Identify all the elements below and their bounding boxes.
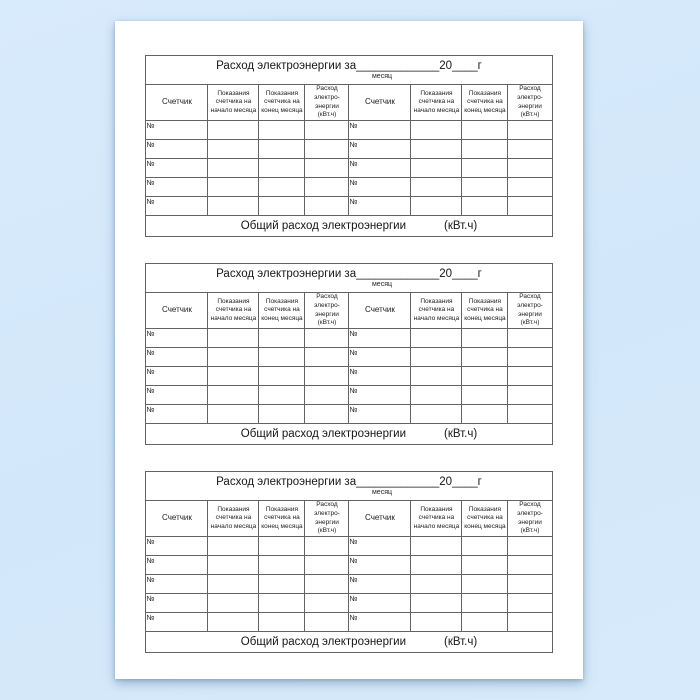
electricity-consumption-table — [145, 55, 552, 237]
start-reading-cell — [208, 367, 259, 386]
column-header-meter: Счетчик — [349, 293, 411, 329]
consumption-cell — [508, 594, 552, 613]
consumption-cell — [508, 575, 552, 594]
end-reading-cell — [259, 556, 305, 575]
table-row — [146, 140, 552, 159]
end-reading-cell — [462, 405, 508, 424]
start-reading-cell — [411, 197, 462, 216]
consumption-cell — [508, 537, 552, 556]
meter-number-cell: № — [146, 386, 208, 405]
header-row — [146, 293, 552, 329]
consumption-cell — [305, 197, 349, 216]
table-row — [146, 329, 552, 348]
end-reading-cell — [259, 594, 305, 613]
title-prefix: Расход электроэнергии за — [216, 268, 357, 280]
end-reading-cell — [259, 140, 305, 159]
table-row — [146, 197, 552, 216]
year-blank-line: ____ — [452, 268, 478, 280]
end-reading-cell — [259, 405, 305, 424]
start-reading-cell — [208, 178, 259, 197]
meter-number-cell: № — [349, 140, 411, 159]
table-row — [146, 594, 552, 613]
meter-number-cell: № — [146, 197, 208, 216]
start-reading-cell — [411, 329, 462, 348]
column-header-consumption: Расход электро-энергии (кВт.ч) — [305, 501, 349, 537]
meter-number-cell: № — [146, 329, 208, 348]
total-consumption-unit: (кВт.ч) — [444, 428, 478, 440]
meter-number-cell: № — [146, 594, 208, 613]
end-reading-cell — [462, 613, 508, 632]
paper-sheet — [115, 21, 583, 679]
header-row — [146, 85, 552, 121]
meter-number-cell: № — [146, 575, 208, 594]
meter-number-cell: № — [146, 140, 208, 159]
end-reading-cell — [462, 594, 508, 613]
start-reading-cell — [411, 575, 462, 594]
title-prefix: Расход электроэнергии за — [216, 476, 357, 488]
column-header-consumption: Расход электро-энергии (кВт.ч) — [508, 85, 552, 121]
consumption-cell — [508, 367, 552, 386]
column-header-end-reading: Показания счетчика на конец месяца — [462, 85, 508, 121]
table-row — [146, 348, 552, 367]
consumption-cell — [508, 197, 552, 216]
consumption-cell — [508, 405, 552, 424]
consumption-cell — [508, 121, 552, 140]
start-reading-cell — [208, 537, 259, 556]
end-reading-cell — [462, 556, 508, 575]
start-reading-cell — [208, 121, 259, 140]
meter-number-cell: № — [349, 556, 411, 575]
year-suffix: г — [477, 60, 482, 72]
total-consumption-label: Общий расход электроэнергии — [240, 220, 407, 232]
total-consumption-cell — [146, 632, 552, 653]
column-header-end-reading: Показания счетчика на конец месяца — [259, 85, 305, 121]
meter-number-cell: № — [349, 121, 411, 140]
start-reading-cell — [411, 556, 462, 575]
consumption-cell — [508, 386, 552, 405]
column-header-end-reading: Показания счетчика на конец месяца — [259, 293, 305, 329]
year-prefix: 20 — [439, 268, 453, 280]
meter-number-cell: № — [349, 537, 411, 556]
end-reading-cell — [462, 121, 508, 140]
footer-row — [146, 216, 552, 237]
consumption-cell — [305, 367, 349, 386]
start-reading-cell — [411, 367, 462, 386]
start-reading-cell — [411, 386, 462, 405]
form-subtitle-month: месяц — [371, 281, 392, 288]
total-consumption-cell — [146, 216, 552, 237]
year-prefix: 20 — [439, 476, 453, 488]
end-reading-cell — [259, 197, 305, 216]
end-reading-cell — [462, 178, 508, 197]
start-reading-cell — [208, 329, 259, 348]
form-subtitle-month: месяц — [371, 73, 392, 80]
header-row — [146, 501, 552, 537]
column-header-consumption: Расход электро-энергии (кВт.ч) — [508, 293, 552, 329]
total-consumption-unit: (кВт.ч) — [444, 220, 478, 232]
consumption-cell — [305, 537, 349, 556]
start-reading-cell — [208, 348, 259, 367]
start-reading-cell — [208, 386, 259, 405]
table-row — [146, 367, 552, 386]
year-prefix: 20 — [439, 60, 453, 72]
meter-number-cell: № — [349, 367, 411, 386]
start-reading-cell — [411, 405, 462, 424]
column-header-end-reading: Показания счетчика на конец месяца — [259, 501, 305, 537]
column-header-start-reading: Показания счетчика на начало месяца — [411, 501, 462, 537]
total-consumption-cell — [146, 424, 552, 445]
title-row — [146, 264, 552, 293]
consumption-cell — [305, 348, 349, 367]
table-row — [146, 575, 552, 594]
meter-number-cell: № — [146, 405, 208, 424]
meter-number-cell: № — [146, 537, 208, 556]
year-blank-line: ____ — [452, 476, 478, 488]
meter-number-cell: № — [146, 178, 208, 197]
column-header-meter: Счетчик — [146, 501, 208, 537]
end-reading-cell — [462, 537, 508, 556]
end-reading-cell — [259, 348, 305, 367]
footer-row — [146, 632, 552, 653]
column-header-consumption: Расход электро-энергии (кВт.ч) — [305, 293, 349, 329]
end-reading-cell — [462, 197, 508, 216]
start-reading-cell — [208, 140, 259, 159]
consumption-cell — [305, 178, 349, 197]
electricity-consumption-table — [145, 471, 552, 653]
end-reading-cell — [462, 386, 508, 405]
consumption-cell — [508, 178, 552, 197]
form-title — [146, 60, 551, 72]
consumption-cell — [508, 140, 552, 159]
start-reading-cell — [411, 121, 462, 140]
consumption-cell — [508, 613, 552, 632]
start-reading-cell — [208, 159, 259, 178]
table-row — [146, 159, 552, 178]
column-header-start-reading: Показания счетчика на начало месяца — [208, 501, 259, 537]
column-header-end-reading: Показания счетчика на конец месяца — [462, 293, 508, 329]
end-reading-cell — [462, 367, 508, 386]
start-reading-cell — [411, 159, 462, 178]
meter-number-cell: № — [349, 594, 411, 613]
total-consumption-label: Общий расход электроэнергии — [240, 428, 407, 440]
meter-number-cell: № — [349, 329, 411, 348]
meter-number-cell: № — [349, 159, 411, 178]
month-blank-line: _____________ — [356, 268, 440, 280]
end-reading-cell — [462, 329, 508, 348]
meter-number-cell: № — [146, 159, 208, 178]
meter-number-cell: № — [349, 613, 411, 632]
table-row — [146, 386, 552, 405]
consumption-cell — [305, 329, 349, 348]
end-reading-cell — [462, 575, 508, 594]
year-blank-line: ____ — [452, 60, 478, 72]
end-reading-cell — [259, 329, 305, 348]
meter-number-cell: № — [146, 613, 208, 632]
consumption-cell — [305, 613, 349, 632]
meter-number-cell: № — [146, 121, 208, 140]
consumption-cell — [305, 386, 349, 405]
form-title — [146, 476, 551, 488]
column-header-start-reading: Показания счетчика на начало месяца — [208, 293, 259, 329]
form-title-cell — [146, 264, 552, 293]
end-reading-cell — [259, 613, 305, 632]
meter-number-cell: № — [146, 367, 208, 386]
column-header-consumption: Расход электро-энергии (кВт.ч) — [305, 85, 349, 121]
start-reading-cell — [208, 613, 259, 632]
end-reading-cell — [259, 386, 305, 405]
meter-number-cell: № — [349, 405, 411, 424]
title-prefix: Расход электроэнергии за — [216, 60, 357, 72]
end-reading-cell — [259, 159, 305, 178]
consumption-cell — [305, 159, 349, 178]
column-header-start-reading: Показания счетчика на начало месяца — [208, 85, 259, 121]
consumption-cell — [305, 575, 349, 594]
column-header-meter: Счетчик — [146, 293, 208, 329]
title-row — [146, 56, 552, 85]
meter-number-cell: № — [349, 348, 411, 367]
start-reading-cell — [411, 178, 462, 197]
end-reading-cell — [259, 367, 305, 386]
consumption-cell — [305, 140, 349, 159]
meter-number-cell: № — [349, 197, 411, 216]
form-title-cell — [146, 472, 552, 501]
end-reading-cell — [462, 348, 508, 367]
consumption-cell — [305, 594, 349, 613]
month-blank-line: _____________ — [356, 60, 440, 72]
start-reading-cell — [208, 575, 259, 594]
consumption-cell — [508, 159, 552, 178]
end-reading-cell — [462, 159, 508, 178]
consumption-cell — [508, 556, 552, 575]
meter-number-cell: № — [146, 348, 208, 367]
form-subtitle-month: месяц — [371, 489, 392, 496]
start-reading-cell — [208, 197, 259, 216]
end-reading-cell — [259, 121, 305, 140]
meter-number-cell: № — [349, 386, 411, 405]
end-reading-cell — [259, 178, 305, 197]
column-header-start-reading: Показания счетчика на начало месяца — [411, 85, 462, 121]
column-header-meter: Счетчик — [349, 85, 411, 121]
consumption-cell — [305, 556, 349, 575]
column-header-meter: Счетчик — [349, 501, 411, 537]
column-header-start-reading: Показания счетчика на начало месяца — [411, 293, 462, 329]
start-reading-cell — [411, 140, 462, 159]
start-reading-cell — [411, 594, 462, 613]
start-reading-cell — [208, 594, 259, 613]
column-header-consumption: Расход электро-энергии (кВт.ч) — [508, 501, 552, 537]
end-reading-cell — [259, 575, 305, 594]
title-row — [146, 472, 552, 501]
total-consumption-label: Общий расход электроэнергии — [240, 636, 407, 648]
column-header-meter: Счетчик — [146, 85, 208, 121]
form-title-cell — [146, 56, 552, 85]
meter-number-cell: № — [349, 575, 411, 594]
meter-number-cell: № — [146, 556, 208, 575]
meter-number-cell: № — [349, 178, 411, 197]
consumption-cell — [508, 329, 552, 348]
footer-row — [146, 424, 552, 445]
table-row — [146, 121, 552, 140]
start-reading-cell — [208, 405, 259, 424]
table-row — [146, 537, 552, 556]
consumption-cell — [508, 348, 552, 367]
start-reading-cell — [411, 537, 462, 556]
electricity-consumption-table — [145, 263, 552, 445]
consumption-cell — [305, 121, 349, 140]
consumption-cell — [305, 405, 349, 424]
form-title — [146, 268, 551, 280]
month-blank-line: _____________ — [356, 476, 440, 488]
end-reading-cell — [259, 537, 305, 556]
table-row — [146, 178, 552, 197]
year-suffix: г — [477, 476, 482, 488]
start-reading-cell — [411, 613, 462, 632]
table-row — [146, 405, 552, 424]
table-row — [146, 613, 552, 632]
start-reading-cell — [208, 556, 259, 575]
end-reading-cell — [462, 140, 508, 159]
year-suffix: г — [477, 268, 482, 280]
table-row — [146, 556, 552, 575]
total-consumption-unit: (кВт.ч) — [444, 636, 478, 648]
column-header-end-reading: Показания счетчика на конец месяца — [462, 501, 508, 537]
start-reading-cell — [411, 348, 462, 367]
